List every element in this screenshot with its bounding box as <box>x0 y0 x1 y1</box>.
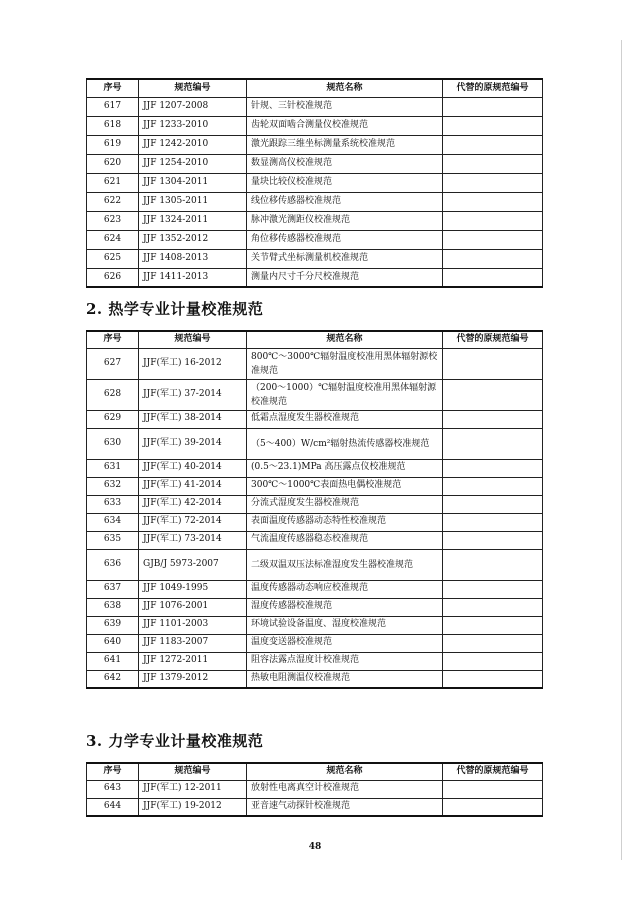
cell-replaced <box>443 211 543 230</box>
table-row <box>87 513 543 531</box>
cell-code: JJF(军工) 38-2014 <box>139 410 247 428</box>
table-row <box>87 634 543 652</box>
table-body <box>87 780 543 816</box>
table-row <box>87 230 543 249</box>
cell-replaced <box>443 549 543 580</box>
cell-name: （5～400）W/cm²辐射热流传感器校准规范 <box>247 428 443 459</box>
cell-name: 针规、三针校准规范 <box>247 97 443 116</box>
cell-no: 619 <box>87 135 139 154</box>
cell-name: 量块比较仪校准规范 <box>247 173 443 192</box>
cell-replaced <box>443 616 543 634</box>
spec-table-thermal <box>86 330 543 689</box>
cell-name: 数显测高仪校准规范 <box>247 154 443 173</box>
cell-no: 634 <box>87 513 139 531</box>
cell-name: 激光跟踪三维坐标测量系统校准规范 <box>247 135 443 154</box>
cell-replaced <box>443 379 543 410</box>
table-row <box>87 477 543 495</box>
cell-code: JJF 1305-2011 <box>139 192 247 211</box>
cell-replaced <box>443 154 543 173</box>
spec-table-mechanics <box>86 762 543 817</box>
cell-name: 低霜点湿度发生器校准规范 <box>247 410 443 428</box>
header-no: 序号 <box>87 79 139 97</box>
cell-code: JJF(军工) 19-2012 <box>139 798 247 816</box>
cell-name: 线位移传感器校准规范 <box>247 192 443 211</box>
table-row <box>87 798 543 816</box>
cell-code: JJF 1254-2010 <box>139 154 247 173</box>
cell-code: JJF 1324-2011 <box>139 211 247 230</box>
cell-code: JJF 1049-1995 <box>139 580 247 598</box>
cell-code: JJF(军工) 42-2014 <box>139 495 247 513</box>
table-row <box>87 598 543 616</box>
table-row <box>87 549 543 580</box>
header-code: 规范编号 <box>139 331 247 348</box>
cell-replaced <box>443 116 543 135</box>
table-row <box>87 348 543 379</box>
section-heading-mechanics: 3. 力学专业计量校准规范 <box>86 732 264 750</box>
table-row <box>87 97 543 116</box>
header-name: 规范名称 <box>247 79 443 97</box>
cell-name: 关节臂式坐标测量机校准规范 <box>247 249 443 268</box>
cell-no: 631 <box>87 459 139 477</box>
cell-name: 温度变送器校准规范 <box>247 634 443 652</box>
cell-replaced <box>443 670 543 688</box>
cell-replaced <box>443 598 543 616</box>
cell-code: JJF 1411-2013 <box>139 268 247 287</box>
cell-replaced <box>443 268 543 287</box>
cell-no: 618 <box>87 116 139 135</box>
cell-code: JJF 1076-2001 <box>139 598 247 616</box>
cell-replaced <box>443 495 543 513</box>
cell-name: 脉冲激光测距仪校准规范 <box>247 211 443 230</box>
table-row <box>87 652 543 670</box>
cell-replaced <box>443 513 543 531</box>
header-name: 规范名称 <box>247 331 443 348</box>
cell-no: 640 <box>87 634 139 652</box>
cell-replaced <box>443 798 543 816</box>
cell-name: 分流式湿度发生器校准规范 <box>247 495 443 513</box>
table-row <box>87 531 543 549</box>
page-number: 48 <box>308 842 322 852</box>
cell-code: JJF 1101-2003 <box>139 616 247 634</box>
cell-replaced <box>443 230 543 249</box>
cell-code: JJF 1408-2013 <box>139 249 247 268</box>
table-header-row <box>87 331 543 348</box>
header-no: 序号 <box>87 331 139 348</box>
cell-no: 643 <box>87 780 139 798</box>
cell-no: 624 <box>87 230 139 249</box>
cell-code: JJF 1272-2011 <box>139 652 247 670</box>
cell-replaced <box>443 580 543 598</box>
table-row <box>87 428 543 459</box>
cell-name: 阻容法露点湿度计校准规范 <box>247 652 443 670</box>
cell-no: 623 <box>87 211 139 230</box>
cell-replaced <box>443 531 543 549</box>
cell-code: JJF 1352-2012 <box>139 230 247 249</box>
cell-replaced <box>443 428 543 459</box>
cell-no: 627 <box>87 348 139 379</box>
cell-code: JJF 1304-2011 <box>139 173 247 192</box>
cell-code: JJF(军工) 73-2014 <box>139 531 247 549</box>
cell-replaced <box>443 249 543 268</box>
cell-replaced <box>443 780 543 798</box>
page-edge-line <box>621 40 622 860</box>
cell-replaced <box>443 477 543 495</box>
table-row <box>87 116 543 135</box>
cell-code: GJB/J 5973-2007 <box>139 549 247 580</box>
cell-code: JJF 1233-2010 <box>139 116 247 135</box>
cell-replaced <box>443 97 543 116</box>
table-row <box>87 249 543 268</box>
cell-no: 633 <box>87 495 139 513</box>
table-row <box>87 211 543 230</box>
header-replaced: 代替的原规范编号 <box>443 79 543 97</box>
table-row <box>87 192 543 211</box>
cell-no: 625 <box>87 249 139 268</box>
table-row <box>87 580 543 598</box>
cell-no: 637 <box>87 580 139 598</box>
cell-name: 热敏电阻测温仪校准规范 <box>247 670 443 688</box>
cell-no: 630 <box>87 428 139 459</box>
cell-no: 641 <box>87 652 139 670</box>
table-header-row <box>87 763 543 780</box>
cell-replaced <box>443 135 543 154</box>
header-no: 序号 <box>87 763 139 780</box>
table-row <box>87 616 543 634</box>
cell-code: JJF(军工) 39-2014 <box>139 428 247 459</box>
cell-no: 644 <box>87 798 139 816</box>
cell-name: 气流温度传感器稳态校准规范 <box>247 531 443 549</box>
cell-name: 放射性电离真空计校准规范 <box>247 780 443 798</box>
cell-code: JJF(军工) 41-2014 <box>139 477 247 495</box>
header-replaced: 代替的原规范编号 <box>443 763 543 780</box>
cell-replaced <box>443 652 543 670</box>
cell-replaced <box>443 192 543 211</box>
cell-code: JJF(军工) 72-2014 <box>139 513 247 531</box>
header-code: 规范编号 <box>139 763 247 780</box>
cell-name: 齿轮双面啮合测量仪校准规范 <box>247 116 443 135</box>
cell-code: JJF(军工) 37-2014 <box>139 379 247 410</box>
cell-code: JJF 1207-2008 <box>139 97 247 116</box>
cell-no: 621 <box>87 173 139 192</box>
cell-name: 温度传感器动态响应校准规范 <box>247 580 443 598</box>
cell-name: 环境试验设备温度、湿度校准规范 <box>247 616 443 634</box>
table-row <box>87 135 543 154</box>
cell-no: 626 <box>87 268 139 287</box>
section-heading-thermal: 2. 热学专业计量校准规范 <box>86 300 264 318</box>
cell-name: 湿度传感器校准规范 <box>247 598 443 616</box>
cell-name: 800℃～3000℃辐射温度校准用黑体辐射源校准规范 <box>247 348 443 379</box>
table-row <box>87 379 543 410</box>
cell-no: 629 <box>87 410 139 428</box>
cell-name: 300℃～1000℃表面热电偶校准规范 <box>247 477 443 495</box>
cell-code: JJF(军工) 12-2011 <box>139 780 247 798</box>
cell-name: 角位移传感器校准规范 <box>247 230 443 249</box>
cell-name: (0.5～23.1)MPa 高压露点仪校准规范 <box>247 459 443 477</box>
cell-name: 测量内尺寸千分尺校准规范 <box>247 268 443 287</box>
cell-no: 628 <box>87 379 139 410</box>
header-name: 规范名称 <box>247 763 443 780</box>
cell-code: JJF(军工) 16-2012 <box>139 348 247 379</box>
cell-no: 622 <box>87 192 139 211</box>
table-row <box>87 410 543 428</box>
cell-code: JJF 1183-2007 <box>139 634 247 652</box>
header-replaced: 代替的原规范编号 <box>443 331 543 348</box>
cell-code: JJF 1242-2010 <box>139 135 247 154</box>
cell-no: 635 <box>87 531 139 549</box>
cell-name: 亚音速气动探针校准规范 <box>247 798 443 816</box>
cell-replaced <box>443 173 543 192</box>
cell-code: JJF(军工) 40-2014 <box>139 459 247 477</box>
cell-code: JJF 1379-2012 <box>139 670 247 688</box>
cell-replaced <box>443 348 543 379</box>
cell-name: 二级双温双压法标准湿度发生器校准规范 <box>247 549 443 580</box>
table-row <box>87 268 543 287</box>
table-header-row <box>87 79 543 97</box>
cell-no: 638 <box>87 598 139 616</box>
cell-no: 642 <box>87 670 139 688</box>
table-row <box>87 670 543 688</box>
table-row <box>87 154 543 173</box>
table-row <box>87 459 543 477</box>
table-row <box>87 495 543 513</box>
spec-table-geometry <box>86 78 543 288</box>
cell-replaced <box>443 634 543 652</box>
table-row <box>87 780 543 798</box>
cell-no: 632 <box>87 477 139 495</box>
cell-no: 617 <box>87 97 139 116</box>
table-body <box>87 97 543 287</box>
cell-name: （200～1000）℃辐射温度校准用黑体辐射源校准规范 <box>247 379 443 410</box>
cell-replaced <box>443 410 543 428</box>
table-row <box>87 173 543 192</box>
cell-no: 620 <box>87 154 139 173</box>
cell-no: 636 <box>87 549 139 580</box>
cell-replaced <box>443 459 543 477</box>
cell-no: 639 <box>87 616 139 634</box>
table-body <box>87 348 543 688</box>
cell-name: 表面温度传感器动态特性校准规范 <box>247 513 443 531</box>
header-code: 规范编号 <box>139 79 247 97</box>
